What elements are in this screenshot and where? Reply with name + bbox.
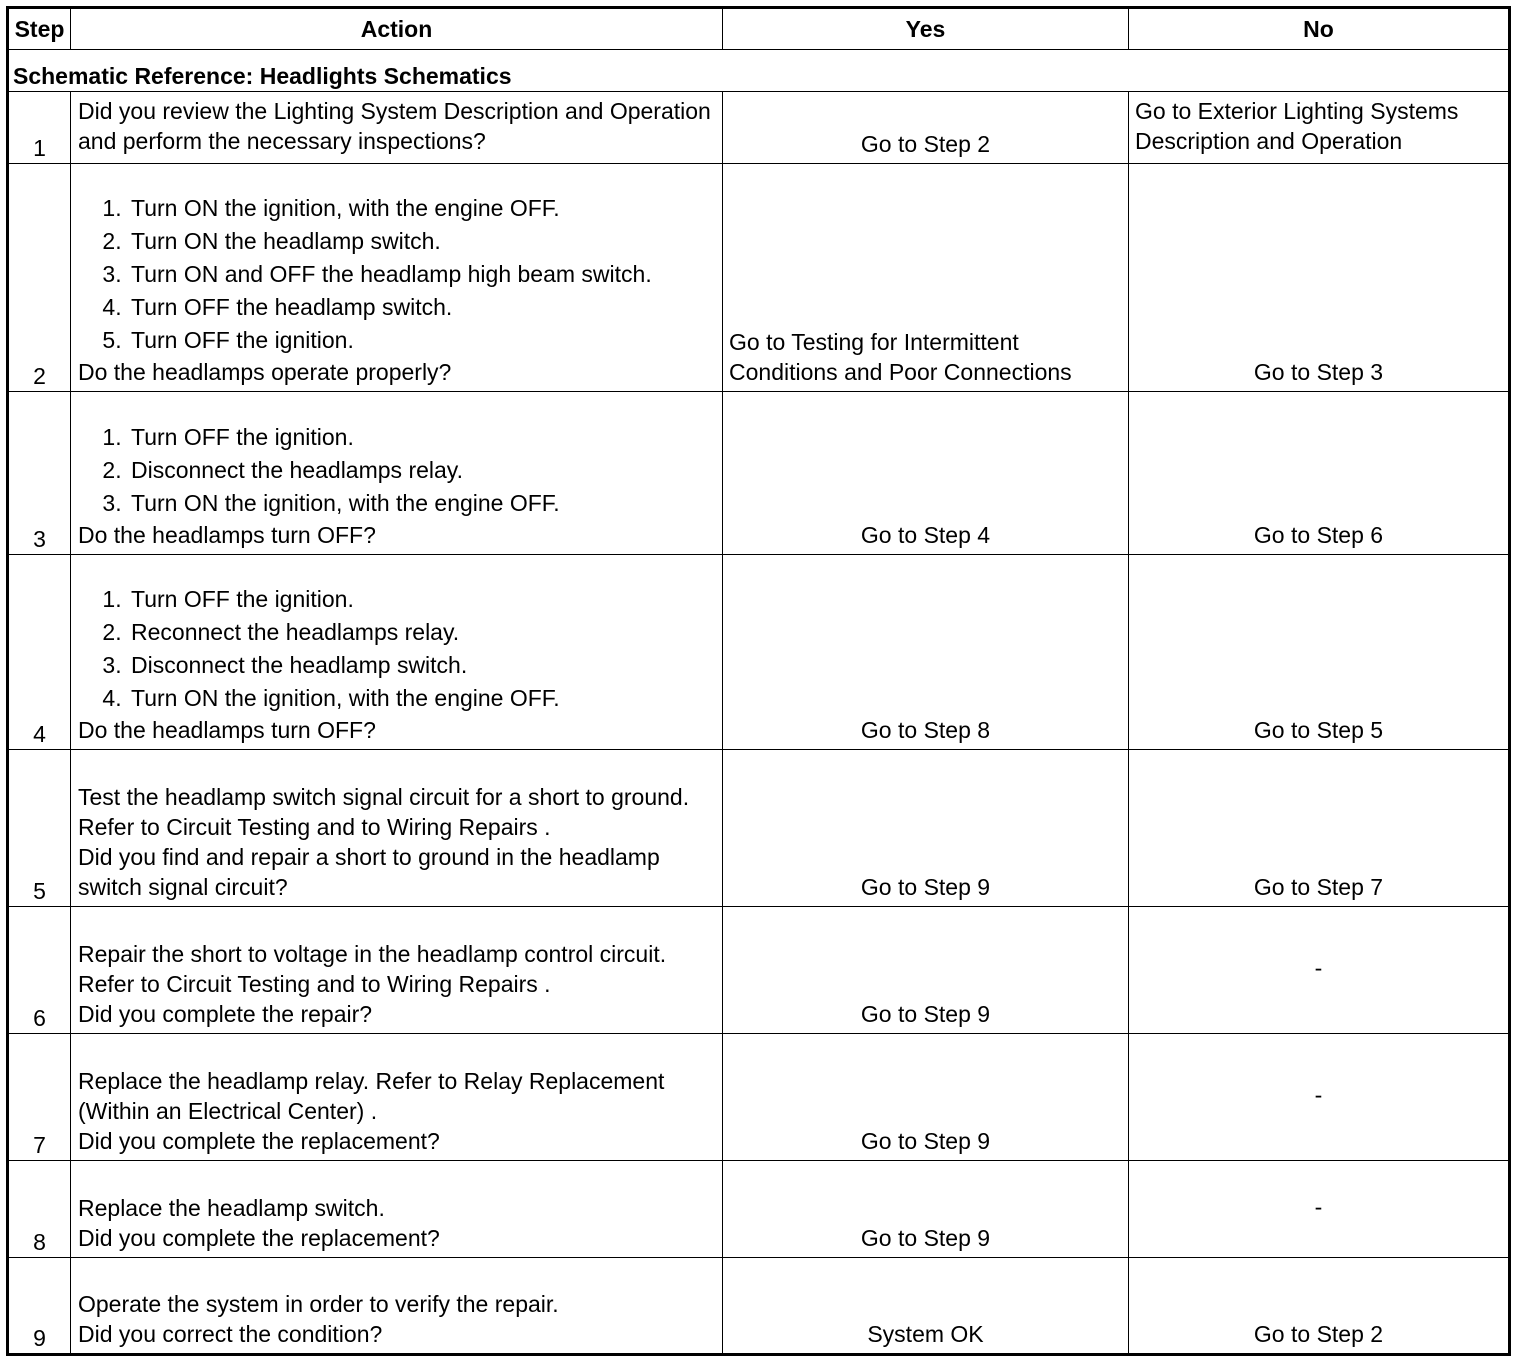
step-column-header: Step [8,8,71,50]
action-text: Replace the headlamp switch. [78,1195,385,1221]
action-question: Did you complete the replacement? [78,1128,440,1154]
action-question: Do the headlamps turn OFF? [78,522,376,548]
no-cell: Go to Step 6 [1129,392,1510,555]
table-row [8,1161,1510,1258]
yes-cell: Go to Step 9 [723,1161,1129,1258]
action-step: 3. Turn ON and OFF the headlamp high beam switch. [128,258,716,291]
yes-cell: Go to Step 4 [723,392,1129,555]
yes-cell: Go to Step 2 [723,92,1129,164]
action-steps-list [78,192,716,357]
action-steps-list [78,583,716,715]
action-step: 2. Disconnect the headlamps relay. [128,454,716,487]
step-number: 6 [8,907,71,1034]
no-cell: Go to Step 3 [1129,164,1510,392]
action-step: 1. Turn OFF the ignition. [128,421,716,454]
table-row [8,92,1510,164]
step-number: 5 [8,750,71,907]
action-text: Repair the short to voltage in the headlamp control circuit. Refer to Circuit Testing and to Wiring Repairs . [78,941,667,997]
no-cell: Go to Step 5 [1129,555,1510,750]
action-column-header: Action [71,8,723,50]
action-cell [71,164,723,392]
step-number: 4 [8,555,71,750]
action-step: 5. Turn OFF the ignition. [128,324,716,357]
table-row [8,750,1510,907]
action-cell [71,1034,723,1161]
action-question: Did you complete the replacement? [78,1225,440,1251]
table-row [8,164,1510,392]
no-cell: Go to Step 7 [1129,750,1510,907]
action-cell [71,907,723,1034]
action-question: Did you correct the condition? [78,1321,383,1347]
no-cell: - [1129,1034,1510,1161]
yes-cell: Go to Testing for Intermittent Conditions and Poor Connections [723,164,1129,392]
action-question: Do the headlamps turn OFF? [78,717,376,743]
action-steps-list [78,421,716,520]
action-cell [71,750,723,907]
step-number: 9 [8,1258,71,1355]
table-row [8,392,1510,555]
action-step: 2. Turn ON the headlamp switch. [128,225,716,258]
no-cell: - [1129,907,1510,1034]
table-row [8,907,1510,1034]
action-cell [71,92,723,164]
action-text: Test the headlamp switch signal circuit for a short to ground. Refer to Circuit Testing and to Wiring Repairs . [78,784,690,840]
action-question: Did you find and repair a short to ground in the headlamp switch signal circuit? [78,844,660,900]
step-number: 3 [8,392,71,555]
action-cell [71,1161,723,1258]
yes-cell: Go to Step 9 [723,907,1129,1034]
action-cell [71,392,723,555]
action-cell [71,555,723,750]
yes-cell: Go to Step 9 [723,1034,1129,1161]
schematic-reference-row [8,50,1510,92]
step-number: 1 [8,92,71,164]
diagnostic-table [6,6,1511,1356]
action-question: Did you complete the repair? [78,1001,373,1027]
action-step: 4. Turn ON the ignition, with the engine OFF. [128,682,716,715]
action-cell [71,1258,723,1355]
table-row [8,1034,1510,1161]
yes-cell: System OK [723,1258,1129,1355]
no-cell: Go to Step 2 [1129,1258,1510,1355]
no-cell: - [1129,1161,1510,1258]
action-text: Operate the system in order to verify the repair. [78,1291,559,1317]
action-step: 3. Turn ON the ignition, with the engine OFF. [128,487,716,520]
schematic-reference: Schematic Reference: Headlights Schematics [8,50,1510,92]
header-row [8,8,1510,50]
yes-column-header: Yes [723,8,1129,50]
yes-cell: Go to Step 9 [723,750,1129,907]
action-step: 4. Turn OFF the headlamp switch. [128,291,716,324]
step-number: 8 [8,1161,71,1258]
action-step: 2. Reconnect the headlamps relay. [128,616,716,649]
step-number: 7 [8,1034,71,1161]
table-row [8,1258,1510,1355]
yes-cell: Go to Step 8 [723,555,1129,750]
action-step: 1. Turn ON the ignition, with the engine OFF. [128,192,716,225]
action-step: 1. Turn OFF the ignition. [128,583,716,616]
action-text: Did you review the Lighting System Description and Operation and perform the necessary inspections? [78,98,711,154]
no-column-header: No [1129,8,1510,50]
action-text: Replace the headlamp relay. Refer to Relay Replacement (Within an Electrical Center) . [78,1068,665,1124]
action-step: 3. Disconnect the headlamp switch. [128,649,716,682]
table-row [8,555,1510,750]
no-cell: Go to Exterior Lighting Systems Description and Operation [1129,92,1510,164]
action-question: Do the headlamps operate properly? [78,359,452,385]
step-number: 2 [8,164,71,392]
